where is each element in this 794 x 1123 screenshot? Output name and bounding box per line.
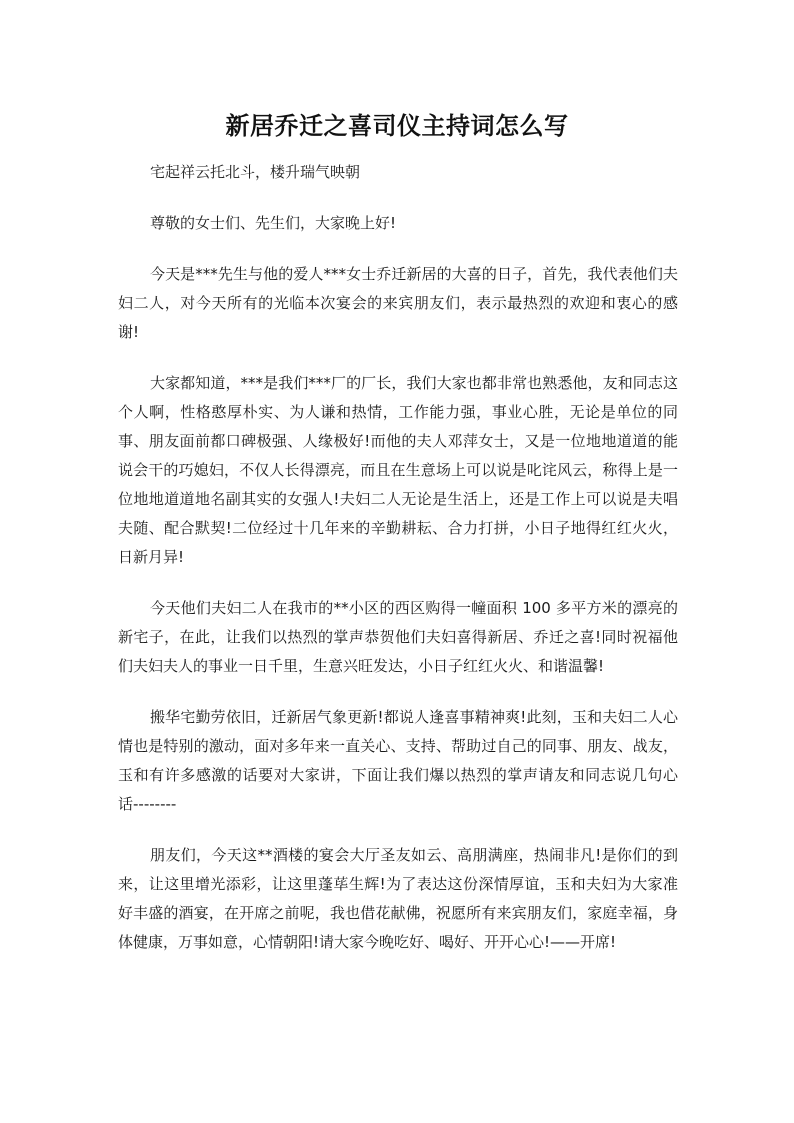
paragraph-invitation: 搬华宅勤劳依旧，迁新居气象更新!都说人逢喜事精神爽!此刻，玉和夫妇二人心情也是特别的激动，面对多年来一直关心、支持、帮助过自己的同事、朋友、战友，玉和有许多感激的话要对大家讲，下面让我们爆以热烈的掌声请友和同志说几句心话-------- <box>118 708 678 813</box>
paragraph-closing: 朋友们，今天这**酒楼的宴会大厅圣友如云、高朋满座，热闹非凡!是你们的到来，让这里增光添彩，让这里蓬荜生辉!为了表达这份深情厚谊，玉和夫妇为大家准好丰盛的酒宴，在开席之前呢，我也借花献佛，祝愿所有来宾朋友们，家庭幸福，身体健康，万事如意，心情朝阳!请大家今晚吃好、喝好、开开心心!——开席! <box>118 846 678 951</box>
paragraph-introduction: 大家都知道，***是我们***厂的厂长，我们大家也都非常也熟悉他，友和同志这个人啊，性格憨厚朴实、为人谦和热情，工作能力强，事业心胜，无论是单位的同事、朋友面前都口碑极强、人缘极好!而他的夫人邓萍女士，又是一位地地道道的能说会干的巧媳妇，不仅人长得漂亮，而且在生意场上可以说是叱诧风云，称得上是一位地地道道地名副其实的女强人!夫妇二人无论是生活上，还是工作上可以说是夫唱夫随、配合默契!二位经过十几年来的辛勤耕耘、合力打拼，小日子地得红红火火，日新月异! <box>118 374 678 566</box>
document-title: 新居乔迁之喜司仪主持词怎么写 <box>225 112 569 140</box>
paragraph-new-home: 今天他们夫妇二人在我市的**小区的西区购得一幢面积 100 多平方米的漂亮的新宅子，在此，让我们以热烈的掌声恭贺他们夫妇喜得新居、乔迁之喜!同时祝福他们夫妇夫人的事业一日千里，生意兴旺发达，小日子红红火火、和谐温馨! <box>118 599 678 675</box>
document-body <box>118 158 678 979</box>
paragraph-welcome: 今天是***先生与他的爱人***女士乔迁新居的大喜的日子，首先，我代表他们夫妇二人，对今天所有的光临本次宴会的来宾朋友们，表示最热烈的欢迎和衷心的感谢! <box>118 265 678 341</box>
paragraph-greeting: 尊敬的女士们、先生们，大家晚上好! <box>150 214 397 232</box>
paragraph-couplet: 宅起祥云托北斗，楼升瑞气映朝 <box>150 163 361 181</box>
